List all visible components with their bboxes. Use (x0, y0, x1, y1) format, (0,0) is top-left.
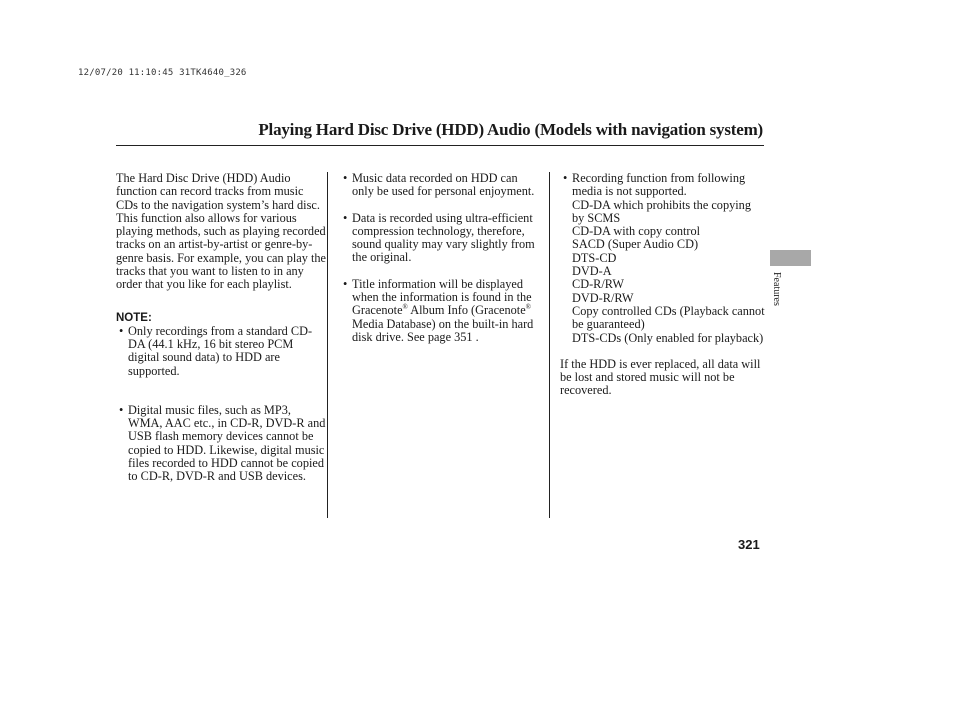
list-item: • Data is recorded using ultra-efficient compression technology, therefore, sound quality may vary slightly from the original. (340, 212, 540, 265)
media-item: Copy controlled CDs (Playback cannot be guaranteed) (572, 303, 765, 332)
info-list (340, 172, 540, 344)
registered-mark: ® (402, 303, 408, 312)
note-label: NOTE: (116, 311, 152, 324)
column-3 (560, 172, 765, 398)
list-item-title-info (340, 278, 540, 344)
section-label: Features (771, 272, 782, 306)
hdd-replacement-warning: If the HDD is ever replaced, all data will be lost and stored music will not be recovered. (560, 356, 761, 398)
column-divider (327, 172, 328, 518)
media-item: SACD (Super Audio CD) (572, 237, 699, 252)
list-item (560, 172, 765, 345)
title-info-text-3: Media Database) on the built-in hard disk drive. See page 351 . (352, 316, 534, 344)
list-item: • Digital music files, such as MP3, WMA, AAC etc., in CD-R, DVD-R and USB flash memory devices cannot be copied to HDD. Likewise, digital music files recorded to HDD cannot be copied to CD-R, DVD-R and USB devices. (116, 404, 326, 484)
media-item: CD-DA with copy control (572, 224, 701, 239)
section-tab (770, 250, 811, 266)
media-item: CD-R/RW (572, 277, 624, 292)
recording-unsupported-intro: Recording function from following media is not supported. (572, 171, 746, 199)
print-timestamp: 12/07/20 11:10:45 31TK4640_326 (78, 68, 247, 78)
column-2 (340, 172, 540, 344)
media-item: DTS-CD (572, 250, 617, 265)
note-list (116, 325, 326, 484)
title-info-text-1: Title information will be displayed when the information is found in the Gracenote (352, 276, 532, 318)
media-item: DVD-R/RW (572, 290, 634, 305)
media-list (560, 172, 765, 345)
page-title: Playing Hard Disc Drive (HDD) Audio (Models with navigation system) (258, 120, 763, 139)
media-item: CD-DA which prohibits the copying by SCMS (572, 197, 751, 225)
column-divider (549, 172, 550, 518)
media-item: DVD-A (572, 264, 612, 279)
registered-mark: ® (525, 303, 531, 312)
list-item: • Only recordings from a standard CD-DA (44.1 kHz, 16 bit stereo PCM digital sound data) to HDD are supported. (116, 325, 326, 378)
intro-paragraph: The Hard Disc Drive (HDD) Audio function can record tracks from music CDs to the navigation system’s hard disc. This function also allows for various playing methods, such as playing recorded tracks on an artist-by-artist or genre-by-genre basis. For example, you can play the tracks that you want to listen to in any order that you like for each playlist. (116, 171, 327, 292)
column-1 (116, 172, 326, 484)
title-rule (116, 145, 764, 146)
page-number: 321 (738, 537, 760, 552)
list-item: • Music data recorded on HDD can only be used for personal enjoyment. (340, 172, 540, 199)
title-info-text-2: Album Info (Gracenote (407, 303, 526, 318)
media-item: DTS-CDs (Only enabled for playback) (572, 330, 764, 345)
